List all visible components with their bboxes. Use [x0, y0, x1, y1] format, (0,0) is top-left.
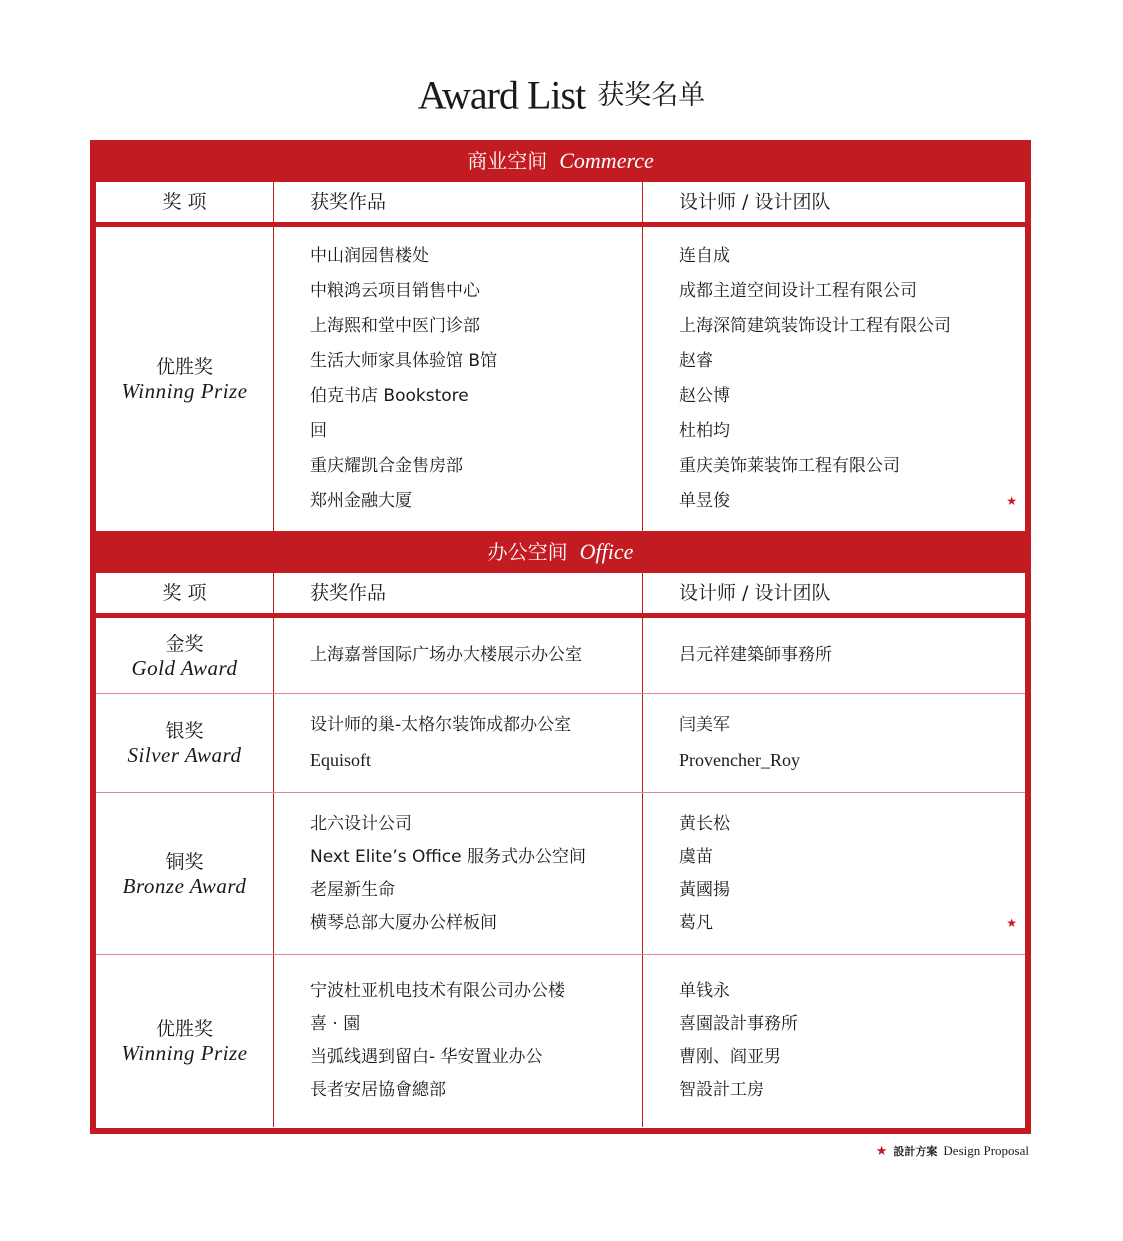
work-item: 横琴总部大厦办公样板间 [310, 912, 497, 933]
work-item: Next Elite’s Office 服务式办公空间 [310, 846, 587, 867]
work-item: 喜 · 園 [310, 1014, 361, 1034]
award-cell [96, 955, 274, 1127]
designers-cell [643, 955, 1025, 1127]
work-item: 中粮鸿云项目销售中心 [310, 281, 480, 301]
column-header-award: 奖 项 [96, 182, 274, 222]
designer-item: 曹刚、阎亚男 [679, 1047, 781, 1067]
work-item: 回 [310, 421, 327, 441]
table-row [96, 793, 1025, 955]
work-item: 老屋新生命 [310, 879, 395, 900]
star-icon: ★ [875, 1144, 888, 1159]
designer-item: 吕元祥建築師事務所 [679, 645, 832, 665]
designer-item: 上海深简建筑装饰设计工程有限公司 [679, 316, 951, 336]
column-header-designer: 设计师 / 设计团队 [679, 582, 831, 604]
award-name-en: Gold Award [131, 655, 238, 680]
designer-item: 单钱永 [679, 981, 730, 1001]
legend [876, 1143, 1029, 1159]
award-name-zh: 优胜奖 [155, 356, 213, 378]
designer-item: 黄长松 [679, 813, 730, 834]
work-item [310, 743, 642, 778]
designers-cell [643, 694, 1025, 792]
work-item: 長者安居協會總部 [310, 1080, 446, 1100]
designer-item: 虞苗 [679, 846, 713, 867]
designer-item: 黃國揚 [679, 879, 730, 900]
designers-cell [643, 618, 1025, 693]
award-name-zh: 银奖 [165, 720, 204, 742]
work-item: 设计师的巢-太格尔装饰成都办公室 [310, 715, 572, 735]
award-cell [96, 618, 274, 693]
title-zh: 获奖名单 [597, 79, 706, 111]
designer-item: 成都主道空间设计工程有限公司 [679, 281, 917, 301]
designer-item: 闫美军 [679, 715, 730, 735]
table-row [96, 955, 1025, 1127]
work-item: 生活大师家具体验馆 B馆 [310, 351, 498, 371]
designer-item: 喜園設計事務所 [679, 1014, 798, 1034]
designer-item: 杜柏均 [679, 421, 730, 441]
table-row [96, 694, 1025, 793]
designer-item: 智設計工房 [679, 1080, 764, 1100]
column-header-row [96, 573, 1025, 618]
section-header-commerce [96, 140, 1025, 182]
works-cell [274, 955, 643, 1127]
designer-item: 赵睿 [679, 351, 713, 371]
designers-cell [643, 227, 1025, 531]
work-item: 郑州金融大厦 [310, 491, 412, 511]
works-cell [274, 694, 643, 792]
work-item: 宁波杜亚机电技术有限公司办公楼 [310, 981, 565, 1001]
award-cell [96, 694, 274, 792]
designer-item [679, 743, 1025, 778]
works-cell [274, 793, 643, 954]
award-name-zh: 金奖 [165, 632, 204, 655]
designers-cell [643, 793, 1025, 954]
legend-label-zh: 設計方案 [893, 1145, 938, 1158]
section-title-zh: 商业空间 [467, 149, 548, 173]
column-header-award: 奖 项 [96, 573, 274, 613]
award-cell [96, 227, 274, 531]
works-cell [274, 227, 643, 531]
designer-name-latin: Provencher_Roy [679, 750, 800, 770]
award-table [90, 140, 1031, 1134]
column-header-designer: 设计师 / 设计团队 [679, 191, 831, 213]
section-title-en: Commerce [559, 148, 654, 173]
award-name-en: Bronze Award [122, 873, 247, 898]
award-name-en: Silver Award [127, 743, 242, 767]
work-name-latin: Equisoft [310, 750, 371, 770]
designer-item: 赵公博 [679, 386, 730, 406]
section-title-zh: 办公空间 [487, 540, 568, 564]
designer-item [679, 484, 1025, 519]
page-title [0, 70, 1123, 120]
works-cell [274, 618, 643, 693]
star-icon: ★ [1006, 494, 1017, 508]
work-item: 上海熙和堂中医门诊部 [310, 316, 480, 336]
award-name-zh: 铜奖 [165, 850, 204, 873]
work-item: 上海嘉誉国际广场办大楼展示办公室 [310, 645, 582, 665]
column-header-work: 获奖作品 [274, 182, 643, 222]
award-name-en: Winning Prize [121, 379, 248, 403]
award-name-zh: 优胜奖 [155, 1018, 213, 1040]
star-icon: ★ [1006, 915, 1017, 930]
column-header-row [96, 182, 1025, 227]
work-item: 中山润园售楼处 [310, 246, 429, 266]
award-cell [96, 793, 274, 954]
work-item: 伯克书店 Bookstore [310, 386, 469, 406]
work-item: 北六设计公司 [310, 813, 412, 834]
designer-item: 重庆美饰莱装饰工程有限公司 [679, 456, 900, 476]
title-en: Award List [417, 72, 586, 118]
table-row [96, 618, 1025, 694]
award-name-en: Winning Prize [121, 1041, 248, 1065]
section-header-office [96, 531, 1025, 573]
designer-item [679, 907, 1025, 940]
designer-item: 连自成 [679, 246, 730, 266]
column-header-work: 获奖作品 [274, 573, 643, 613]
designer-name: 单昱俊 [679, 491, 730, 511]
work-item: 当弧线遇到留白- 华安置业办公 [310, 1047, 543, 1067]
work-item: 重庆耀凯合金售房部 [310, 456, 463, 476]
table-row [96, 227, 1025, 531]
section-title-en: Office [579, 539, 634, 564]
legend-label-en: Design Proposal [943, 1143, 1029, 1158]
designer-name: 葛凡 [679, 912, 713, 933]
